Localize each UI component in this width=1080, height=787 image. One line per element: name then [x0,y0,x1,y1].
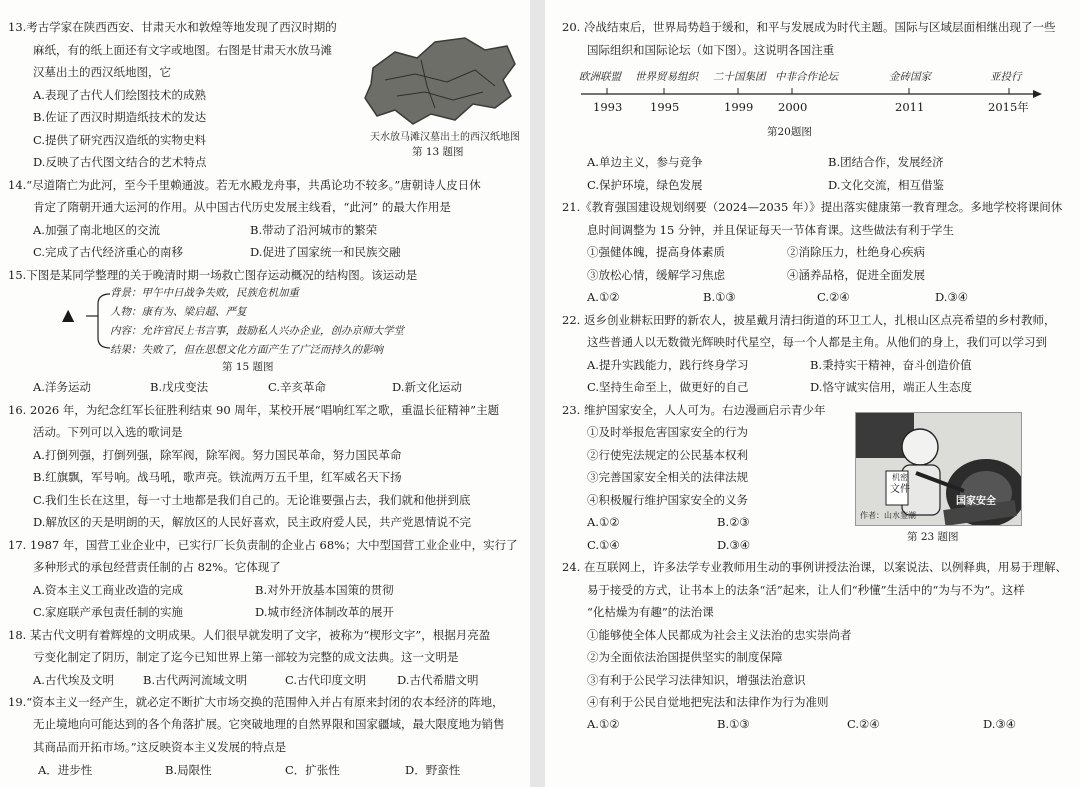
q22-stem-line1: 22. 返乡创业耕耘田野的新农人，披星戴月清扫街道的环卫工人，扎根山区点亮希望的乡村教师， [562,313,1056,327]
q18-stem-line2: 亏变化制定了阴历，制定了迄今已知世界上第一部较为完整的成文法典。这一文明是 [33,650,459,664]
q22-stem-line2: 这些普通人以无数微光辉映时代星空，每一个人都是主角。从他们的身上，我们可以学习到 [587,335,1047,349]
q13-figure-label: 第 13 题图 [412,146,464,158]
q18-option-c: C.古代印度文明 [285,673,367,687]
q23-option-b: B.②③ [717,515,750,529]
q20-option-d: D.文化交流，相互借鉴 [828,178,944,192]
q15-option-d: D.新文化运动 [392,380,462,394]
q13-stem-line3: 汉墓出土的西汉纸地图，它 [33,65,171,79]
q18-option-d: D.古代希腊文明 [397,673,479,687]
q24-option-c: C.②④ [847,717,880,731]
q17-option-b: B.对外开放基本国策的贯彻 [255,583,394,597]
q21-item-2: ②消除压力，杜绝身心疾病 [787,245,925,259]
q15-option-b: B.戊戌变法 [150,380,209,394]
q23-item-1: ①及时举报危害国家安全的行为 [587,425,748,439]
q20-option-c: C.保护环境，绿色发展 [587,178,703,192]
q22-option-b: B.秉持实干精神，奋斗创造价值 [810,358,972,372]
q23-option-c: C.①④ [587,538,620,552]
q19-option-d: D．野蛮性 [405,763,461,777]
q23-cartoon-label-secret: 机密 [892,473,908,482]
q18-option-b: B.古代两河流域文明 [143,673,248,687]
q23-item-3: ③完善国家安全相关的法律法规 [587,470,748,484]
right-page [545,0,1080,787]
q16-stem-line1: 16. 2026 年，为纪念红军长征胜利结束 90 周年，某校开展“唱响红军之歌，重温长征精神”主题 [8,403,500,417]
q15-option-c: C.辛亥革命 [268,380,327,394]
q24-option-a: A.①② [587,717,620,731]
timeline-label-focac: 中非合作论坛 [775,71,838,83]
q14-option-a: A.加强了南北地区的交流 [33,223,160,237]
q21-option-d: D.③④ [935,290,969,304]
q24-option-d: D.③④ [983,717,1017,731]
q22-option-a: A.提升实践能力，践行终身学习 [587,358,749,372]
q22-option-d: D.恪守诚实信用，端正人生态度 [810,380,972,394]
q21-item-3: ③放松心情，缓解学习焦虑 [587,268,725,282]
q19-stem-line1: 19.“资本主义一经产生，就必定不断扩大市场交换的范围伸入并占有原来封闭的农本经济的阵地， [8,695,504,709]
q14-stem-line2: 肯定了隋朝开通大运河的作用。从中国古代历史发展主线看，“此河” 的最大作用是 [33,200,451,214]
q18-option-a: A.古代埃及文明 [33,673,114,687]
q19-option-a: A．进步性 [38,763,93,777]
q13-paper-map-image [355,30,520,130]
q23-cartoon-label-document: 文件 [890,484,910,495]
q19-stem-line2: 无止境地向可能达到的各个角落扩展。它突破地理的自然界限和国家疆域，最大限度地为销售 [33,717,505,731]
q19-option-c: C．扩张性 [285,763,340,777]
q19-stem-line3: 其商品而开拓市场。”这反映资本主义发展的特点是 [33,740,287,754]
q13-option-d: D.反映了古代图文结合的艺术特点 [33,155,207,169]
q18-stem-line1: 18. 某古代文明有着辉煌的文明成果。人们很早就发明了文字，被称为“楔形文字”，根据月亮盈 [8,628,491,642]
q13-option-b: B.佐证了西汉时期造纸技术的发达 [33,110,207,124]
q24-stem-line2: 易于接受的方式，让书本上的法条“活”起来，让人们“秒懂”生活中的“为与不为”。这样 [587,583,1025,597]
q24-item-1: ①能够使全体人民都成为社会主义法治的忠实崇尚者 [587,628,852,642]
q22-option-c: C.坚持生命至上，做更好的自己 [587,380,749,394]
q21-item-4: ④涵养品格，促进全面发展 [787,268,925,282]
q13-map-caption: 天水放马滩汉墓出土的西汉纸地图 [370,132,520,143]
q23-item-2: ②行使宪法规定的公民基本权利 [587,448,748,462]
timeline-year-2011: 2011 [895,100,925,114]
q17-option-d: D.城市经济体制改革的展开 [255,605,394,619]
q14-option-c: C.完成了古代经济重心的南移 [33,245,184,259]
q23-item-4: ④积极履行维护国家安全的义务 [587,493,748,507]
q21-option-b: B.①③ [703,290,736,304]
q23-figure-label: 第 23 题图 [907,531,959,543]
timeline-label-wto: 世界贸易组织 [635,71,698,83]
q23-cartoon-author: 作者：山水鉴潮 [860,511,916,520]
q20-stem-line1: 20. 冷战结束后，世界局势趋于缓和，和平与发展成为时代主题。国际与区域层面相继出现了一些 [562,20,1056,34]
q24-option-b: B.①③ [717,717,750,731]
q23-cartoon [855,412,1022,526]
q23-stem: 23. 维护国家安全，人人可为。右边漫画启示青少年 [562,403,826,417]
q14-option-b: B.带动了沿河城市的繁荣 [250,223,378,237]
q20-stem-line2: 国际组织和国际论坛（如下图）。这说明各国注重 [587,43,835,57]
timeline-year-1999: 1999 [724,100,754,114]
q24-item-4: ④有利于公民自觉地把宪法和法律作为行为准则 [587,695,829,709]
q16-option-d: D.解放区的天是明朗的天，解放区的人民好喜欢，民主政府爱人民，共产党恩情说不完 [33,515,471,529]
q20-figure-label: 第20题图 [767,126,812,138]
q17-stem-line1: 17. 1987 年，国营工业企业中，已实行厂长负责制的企业占 68%；大中型国营工业企业中，实行了 [8,538,518,552]
q21-stem-line1: 21.《教育强国建设规划纲要（2024—2035 年）》提出落实健康第一教育理念。多地学校将课间休 [562,200,1063,214]
q19-option-b: B.局限性 [165,763,212,777]
q23-cartoon-label-security: 国家安全 [956,496,996,507]
timeline-label-eu: 欧洲联盟 [579,71,621,83]
q24-stem-line1: 24. 在互联网上，许多法学专业教师用生动的事例讲授法治课，以案说法、以例释典，用易于理解、 [562,560,1067,574]
q23-option-a: A.①② [587,515,620,529]
timeline-label-g20: 二十国集团 [713,71,766,83]
q15-item-people: 人物：康有为、梁启超、严复 [110,306,247,318]
q15-item-content: 内容：允许官民上书言事，鼓励私人兴办企业，创办京师大学堂 [110,325,404,337]
left-page [0,0,530,787]
q13-stem-line1: 13.考古学家在陕西西安、甘肃天水和敦煌等地发现了西汉时期的 [8,20,337,34]
q15-stem: 15.下图是某同学整理的关于晚清时期一场救亡图存运动概况的结构图。该运动是 [8,268,418,282]
q21-item-1: ①强健体魄，提高身体素质 [587,245,725,259]
q14-stem-line1: 14.“尽道隋亡为此河，至今千里赖通波。若无水殿龙舟事，共禹论功不较多。”唐朝诗人皮日休 [8,178,481,192]
q24-item-2: ②为全面依法治国提供坚实的制度保障 [587,650,783,664]
q13-option-c: C.提供了研究西汉造纸的实物史料 [33,133,207,147]
q13-stem-line2: 麻纸，有的纸上面还有文字或地图。右图是甘肃天水放马滩 [33,43,332,57]
q21-stem-line2: 息时间调整为 15 分钟，并且保证每天一节体育课。这些做法有利于学生 [587,223,954,237]
q20-option-b: B.团结合作，发展经济 [828,155,944,169]
timeline-year-1993: 1993 [593,100,623,114]
q23-option-d: D.③④ [717,538,751,552]
q21-option-a: A.①② [587,290,620,304]
q17-option-a: A.资本主义工商业改造的完成 [33,583,183,597]
q13-option-a: A.表现了古代人们绘图技术的成熟 [33,88,206,102]
timeline-year-2000: 2000 [778,100,808,114]
timeline-year-1995: 1995 [650,100,680,114]
timeline-year-2015: 2015年 [988,100,1029,114]
q14-option-d: D.促进了国家统一和民族交融 [250,245,401,259]
timeline-label-brics: 金砖国家 [889,71,931,83]
q17-stem-line2: 多种形式的承包经营责任制的占 82%。它体现了 [33,560,281,574]
q16-option-b: B.红旗飘，军号响。战马吼，歌声亮。铁流两万五千里，红军威名天下扬 [33,470,402,484]
q24-item-3: ③有利于公民学习法律知识，增强法治意识 [587,673,806,687]
q24-stem-line3: “化枯燥为有趣”的法治课 [587,605,714,619]
q15-item-background: 背景：甲午中日战争失败，民族危机加重 [110,287,299,299]
q15-center-triangle: ▲ [62,305,75,324]
q16-stem-line2: 活动。下列可以入选的歌词是 [33,425,183,439]
timeline-label-aiib: 亚投行 [990,71,1022,83]
timeline-axis [581,86,1043,100]
q16-option-a: A.打倒列强，打倒列强，除军阀，除军阀。努力国民革命，努力国民革命 [33,448,402,462]
q16-option-c: C.我们生长在这里，每一寸土地都是我们自己的。无论谁要强占去，我们就和他拼到底 [33,493,471,507]
q15-item-result: 结果：失败了，但在思想文化方面产生了广泛而持久的影响 [110,344,383,356]
q17-option-c: C.家庭联产承包责任制的实施 [33,605,184,619]
q21-option-c: C.②④ [817,290,850,304]
q15-figure-label: 第 15 题图 [222,361,274,373]
q15-option-a: A.洋务运动 [33,380,91,394]
q20-option-a: A.单边主义，参与竞争 [587,155,703,169]
